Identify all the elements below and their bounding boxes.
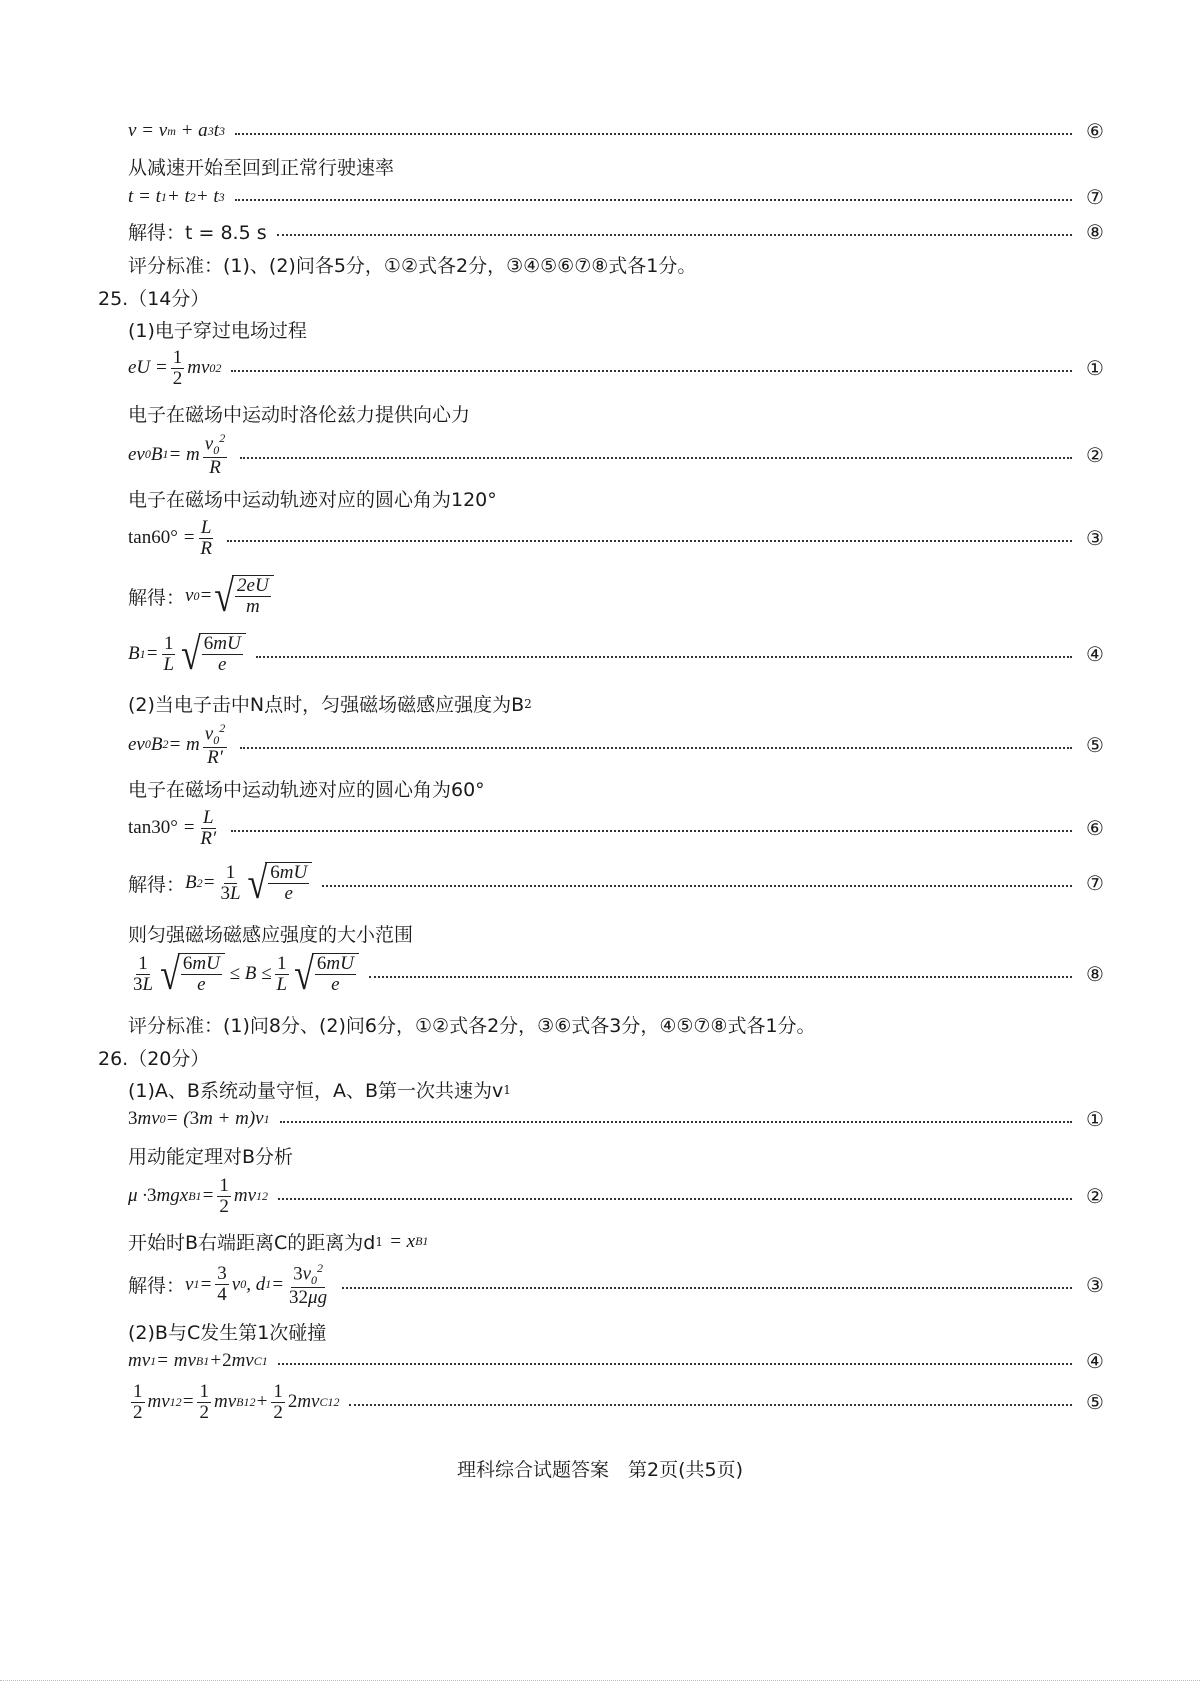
equation-number: ②: [1086, 1184, 1104, 1209]
formula-line-2: [128, 432, 1108, 478]
dot-leader: [278, 1363, 1072, 1365]
scoring-criteria: 评分标准：(1)、(2)问各5分，①②式各2分，③④⑤⑥⑦⑧式各1分。: [128, 255, 697, 277]
formula: v = v m + a 3 t 3: [128, 120, 225, 141]
question-26-heading: 26.（20分）: [98, 1048, 210, 1070]
equation-number: ⑧: [1086, 962, 1104, 986]
equation-number: ①: [1086, 1107, 1104, 1131]
text-line: 电子在磁场中运动时洛伦兹力提供向心力: [128, 404, 471, 426]
equation-number: ⑧: [1086, 219, 1104, 244]
equation-number: ⑦: [1086, 871, 1104, 895]
formula-line-8a: 解得：t = 8.5 s ⑧: [128, 218, 1108, 245]
dot-leader: [231, 830, 1072, 832]
text-line: 电子在磁场中运动轨迹对应的圆心角为120°: [128, 489, 497, 511]
text-line: 开始时B右端距离C的距离为d 1 = x B1: [128, 1230, 429, 1254]
dot-leader: [369, 976, 1072, 978]
formula: tan60° = $\frac{L}{R}$: [128, 517, 212, 559]
dot-leader: [235, 199, 1072, 201]
formula-line-2b: [128, 1176, 1108, 1217]
formula-line-4: [128, 629, 1108, 679]
page-footer: 理科综合试题答案 第2页(共5页): [456, 1459, 743, 1481]
formula: $\frac{1}{3L}$ √ $\frac{6mU}{e}$ ≤ B ≤ $\frac{1}{L}$ √ $\frac{6mU}{e}$: [128, 953, 359, 995]
dot-leader: [277, 234, 1072, 236]
formula-line-1: [128, 348, 1108, 389]
equation-number: ①: [1086, 356, 1104, 381]
text-line: (2)当电子击中N点时，匀强磁场磁感应强度为B 2: [128, 694, 532, 716]
scoring-criteria: 评分标准：(1)问8分、(2)问6分，①②式各2分，③⑥式各3分，④⑤⑦⑧式各1分。: [128, 1015, 816, 1037]
formula: μ · 3 mgx B1 = $\frac{1}{2}$ mv 1 2: [128, 1175, 269, 1217]
equation-number: ③: [1086, 526, 1104, 551]
formula-line-7a: [128, 186, 1108, 208]
dot-leader: [240, 457, 1072, 459]
dot-leader: [240, 747, 1072, 749]
formula: $\frac{1}{2}$ mv 1 2 = $\frac{1}{2}$ mv B1 2 + $\frac{1}{2}$ 2 mv C1 2: [133, 1381, 340, 1423]
formula: ev 0 B 2 = m $\frac{v_0^2}{R'}$: [128, 721, 226, 768]
equation-number: ⑥: [1086, 816, 1104, 841]
formula: t = t 1 + t 2 + t 3: [128, 186, 225, 207]
equation-number: ④: [1086, 1349, 1104, 1373]
equation-number: ④: [1086, 642, 1104, 666]
formula: tan30° = $\frac{L}{R'}$: [128, 807, 217, 849]
formula-line-8: [128, 949, 1108, 999]
equation-number: ⑥: [1086, 119, 1104, 143]
formula: v 0 = √ $\frac{2eU}{m}$: [185, 575, 274, 617]
dot-leader: [235, 133, 1072, 135]
formula-line-4b: [128, 1350, 1108, 1372]
dot-leader: [231, 370, 1072, 372]
formula: eU = $\frac{1}{2}$ mv 0 2: [128, 347, 222, 389]
dot-leader: [349, 1404, 1072, 1406]
formula: B 1 = $\frac{1}{L}$ √ $\frac{6mU}{e}$: [128, 633, 246, 675]
text-line: 电子在磁场中运动轨迹对应的圆心角为60°: [128, 779, 485, 801]
bottom-border: [0, 1680, 1200, 1681]
dot-leader: [256, 656, 1072, 658]
question-25-heading: 25.（14分）: [98, 288, 210, 310]
dot-leader: [278, 1198, 1072, 1200]
formula-line-6a: [128, 120, 1108, 142]
text-line: (1)电子穿过电场过程: [128, 320, 307, 342]
formula: 3 mv 0 = ( 3 m + m)v 1: [128, 1108, 270, 1129]
formula-line-5: [128, 722, 1108, 768]
equation-number: ②: [1086, 442, 1104, 467]
formula-line-3b: 解得： v 1 = $\frac{3}{4}$ v 0 , d 1 = $\frac{3v_0^2}{32\mu g}$ ③: [128, 1262, 1108, 1308]
text-line: (1)A、B系统动量守恒，A、B第一次共速为v 1: [128, 1080, 511, 1102]
formula: ev 0 B 1 = m $\frac{v_0^2}{R}$: [128, 431, 226, 478]
formula: mv 1 = mv B1 + 2 mv C1: [128, 1350, 268, 1371]
dot-leader: [227, 540, 1072, 542]
dot-leader: [280, 1121, 1072, 1123]
formula: v 1 = $\frac{3}{4}$ v 0 , d 1 = $\frac{3v_0^2}{32\mu g}$: [185, 1261, 328, 1308]
equation-number: ⑤: [1086, 732, 1104, 757]
text-line: 从减速开始至回到正常行驶速率: [128, 157, 395, 179]
equation-number: ⑦: [1086, 185, 1104, 209]
formula-line-5b: [128, 1382, 1108, 1423]
formula-line-3: [128, 518, 1108, 559]
dot-leader: [322, 885, 1072, 887]
formula-line-6: [128, 808, 1108, 849]
text-line: 则匀强磁场磁感应强度的大小范围: [128, 924, 414, 946]
text-line: 用动能定理对B分析: [128, 1146, 294, 1168]
dot-leader: [342, 1287, 1072, 1289]
text-line: (2)B与C发生第1次碰撞: [128, 1322, 327, 1344]
formula-line-1b: [128, 1108, 1108, 1130]
solution-v0: 解得： v 0 = √ $\frac{2eU}{m}$: [128, 575, 1108, 617]
equation-number: ③: [1086, 1272, 1104, 1297]
formula-line-7: 解得： B 2 = $\frac{1}{3L}$ √ $\frac{6mU}{e}$ ⑦: [128, 862, 1108, 904]
equation-number: ⑤: [1086, 1390, 1104, 1415]
formula: B 2 = $\frac{1}{3L}$ √ $\frac{6mU}{e}$: [185, 862, 312, 904]
